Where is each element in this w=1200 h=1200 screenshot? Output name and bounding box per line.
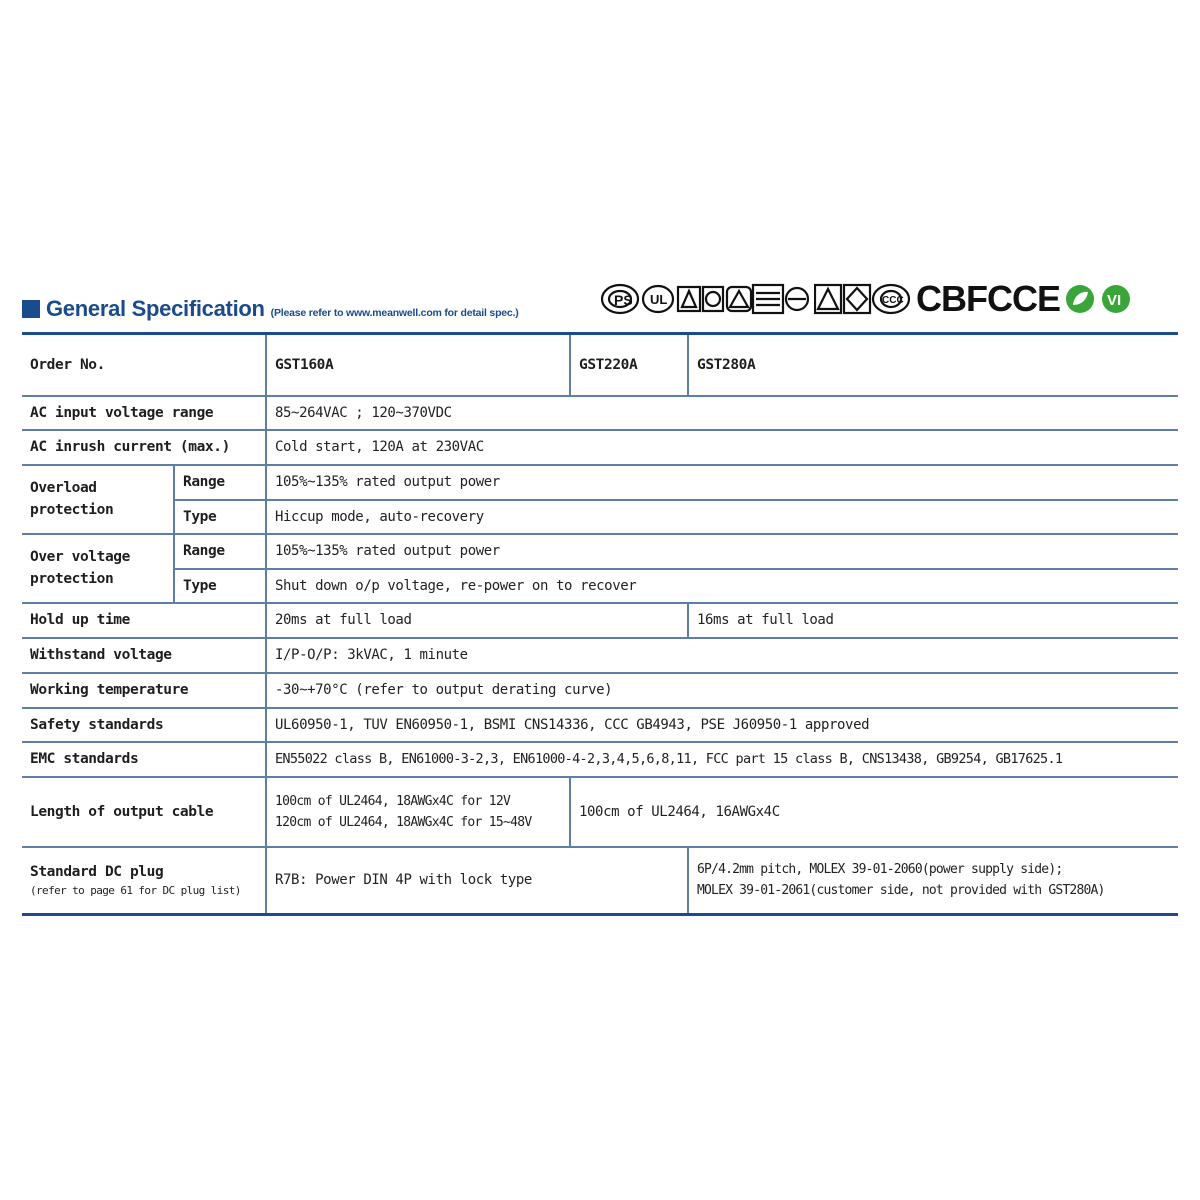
dc-plug-value-1: R7B: Power DIN 4P with lock type <box>266 847 688 915</box>
table-row <box>22 334 1178 396</box>
overload-type-value: Hiccup mode, auto-recovery <box>266 500 1178 534</box>
dc-plug-note: (refer to page 61 for DC plug list) <box>30 883 241 897</box>
safety-label: Safety standards <box>22 708 266 742</box>
svg-text:CCC: CCC <box>882 295 904 306</box>
certification-mark-icons <box>600 281 810 317</box>
overvoltage-label <box>22 534 174 603</box>
dc-plug-value-2-line1: 6P/4.2mm pitch, MOLEX 39-01-2060(power supply side); <box>697 862 1063 878</box>
overload-type-label: Type <box>174 500 266 534</box>
table-row <box>22 396 1178 430</box>
overload-label <box>22 465 174 534</box>
overvoltage-range-label: Range <box>174 534 266 569</box>
withstand-label: Withstand voltage <box>22 638 266 673</box>
overvoltage-label-line2: protection <box>30 571 114 587</box>
withstand-value: I/P-O/P: 3kVAC, 1 minute <box>266 638 1178 673</box>
svg-text:UL: UL <box>650 292 668 307</box>
spec-table <box>22 332 1178 916</box>
table-row <box>22 465 1178 500</box>
svg-text:VI: VI <box>1107 292 1122 309</box>
title-block <box>22 296 519 322</box>
cert-text: CBFCCE <box>916 278 1060 319</box>
page-subtitle: (Please refer to www.meanwell.com for detail spec.) <box>270 307 519 319</box>
cable-value-1 <box>266 777 570 847</box>
safety-value: UL60950-1, TUV EN60950-1, BSMI CNS14336, CCC GB4943, PSE J60950-1 approved <box>266 708 1178 742</box>
ac-input-label: AC input voltage range <box>22 396 266 430</box>
inrush-value: Cold start, 120A at 230VAC <box>266 430 1178 465</box>
cable-value-1-line1: 100cm of UL2464, 18AWGx4C for 12V <box>275 793 511 809</box>
emc-value: EN55022 class B, EN61000-3-2,3, EN61000-4-2,3,4,5,6,8,11, FCC part 15 class B, CNS13438, GB9254, GB17625.1 <box>266 742 1178 777</box>
table-row <box>22 673 1178 708</box>
table-row <box>22 569 1178 603</box>
table-row <box>22 847 1178 915</box>
overvoltage-type-value: Shut down o/p voltage, re-power on to recover <box>266 569 1178 603</box>
table-row <box>22 708 1178 742</box>
overload-range-value: 105%~135% rated output power <box>266 465 1178 500</box>
table-row <box>22 534 1178 569</box>
certification-marks <box>600 280 1132 318</box>
model-gst160a: GST160A <box>266 334 570 396</box>
holdup-value-1: 20ms at full load <box>266 603 688 638</box>
table-row <box>22 638 1178 673</box>
overvoltage-type-label: Type <box>174 569 266 603</box>
holdup-value-2: 16ms at full load <box>688 603 1178 638</box>
dc-plug-value-2-line2: MOLEX 39-01-2061(customer side, not provided with GST280A) <box>697 883 1105 899</box>
working-temp-label: Working temperature <box>22 673 266 708</box>
overload-label-line2: protection <box>30 502 114 518</box>
model-gst280a: GST280A <box>688 334 1178 396</box>
inrush-label: AC inrush current (max.) <box>22 430 266 465</box>
title-square-icon <box>22 300 40 318</box>
dc-plug-label-text: Standard DC plug <box>30 863 164 880</box>
overvoltage-range-value: 105%~135% rated output power <box>266 534 1178 569</box>
ac-input-value: 85~264VAC ; 120~370VDC <box>266 396 1178 430</box>
table-row <box>22 430 1178 465</box>
green-leaf-icon <box>1064 283 1096 315</box>
overload-range-label: Range <box>174 465 266 500</box>
table-row <box>22 742 1178 777</box>
table-row <box>22 603 1178 638</box>
svg-text:PS: PS <box>614 292 633 308</box>
cable-value-1-line2: 120cm of UL2464, 18AWGx4C for 15~48V <box>275 814 532 830</box>
page-title: General Specification <box>46 296 265 321</box>
table-row <box>22 500 1178 534</box>
working-temp-value: -30~+70°C (refer to output derating curve) <box>266 673 1178 708</box>
table-row <box>22 777 1178 847</box>
vi-mark-icon <box>1100 283 1132 315</box>
dc-plug-label <box>22 847 266 915</box>
emc-label: EMC standards <box>22 742 266 777</box>
order-no-label: Order No. <box>22 334 266 396</box>
cable-label: Length of output cable <box>22 777 266 847</box>
model-gst220a: GST220A <box>570 334 688 396</box>
spec-header <box>22 278 1178 330</box>
triangle-marks-icon <box>814 281 910 317</box>
overload-label-line1: Overload <box>30 480 97 496</box>
cable-value-2: 100cm of UL2464, 16AWGx4C <box>570 777 1178 847</box>
holdup-label: Hold up time <box>22 603 266 638</box>
overvoltage-label-line1: Over voltage <box>30 549 130 565</box>
dc-plug-value-2 <box>688 847 1178 915</box>
